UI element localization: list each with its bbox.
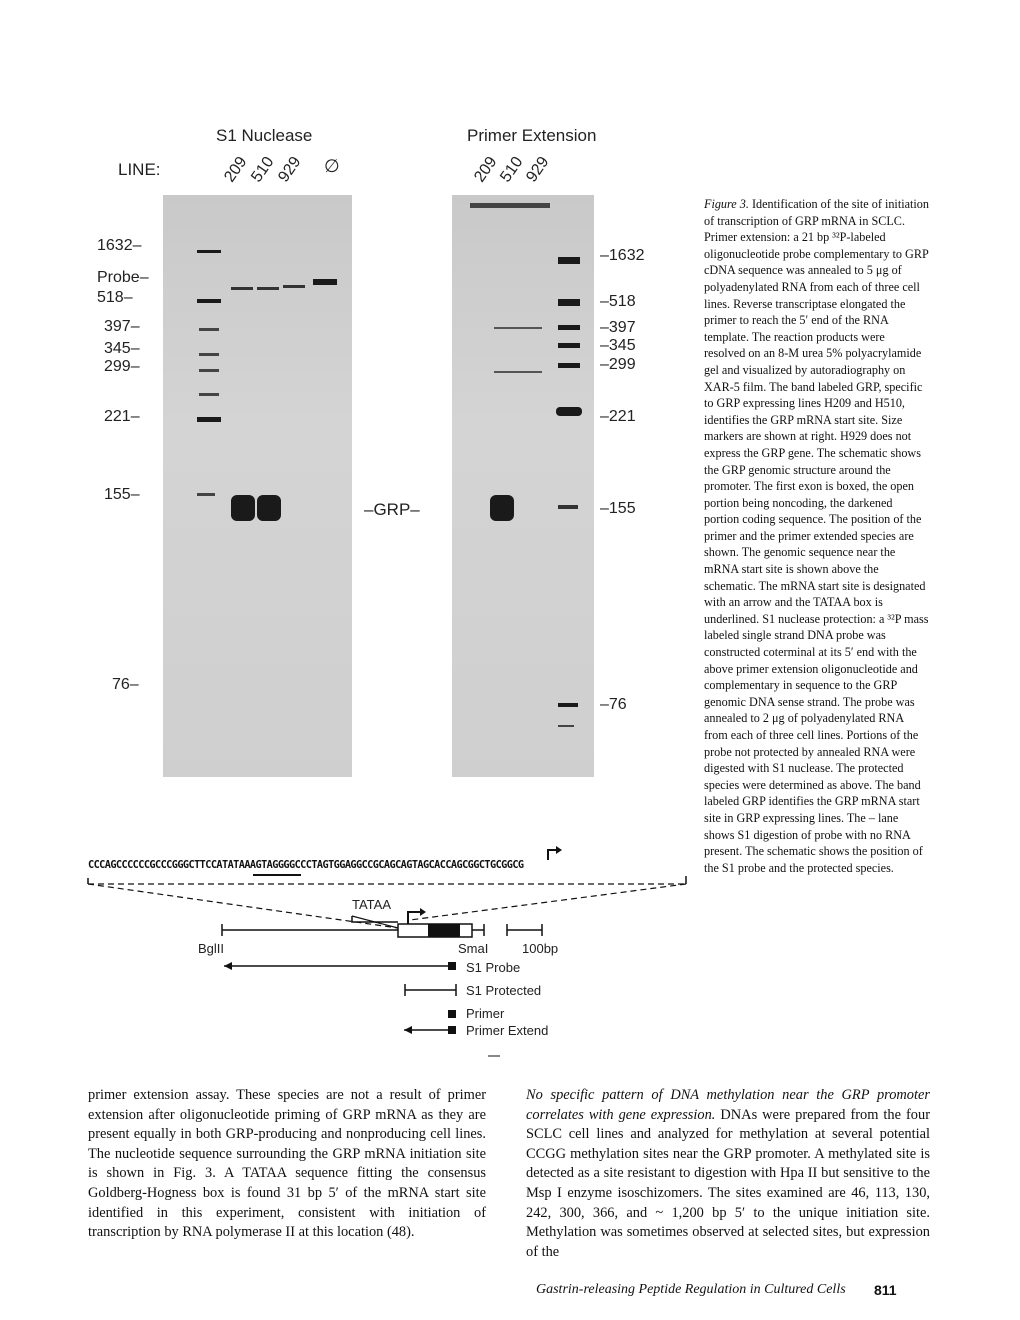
genomic-sequence: CCCAGCCCCCCGCCCGGGCTTCCATATAAAGTAGGGGCCCTAGTGGAGGCCGCAGCAGTAGCACCAGCGGCTGCGGCG — [88, 860, 524, 871]
primer-extension-title: Primer Extension — [467, 126, 597, 145]
s1-nuclease-title: S1 Nuclease — [216, 126, 313, 145]
figure-label: Figure 3. — [704, 197, 749, 211]
figure-caption — [704, 196, 929, 876]
body-left-column: primer extension assay. These species are not a result of primer extension after oligonucleotide priming of GRP mRNA as they are present equally in both GRP-producing and nonproducing cell lines. The nucleotide sequence surrounding the GRP mRNA initiation site is shown in Fig. 3. A TATAA sequence fitting the consensus Goldberg-Hogness box is found 31 bp 5′ of the mRNA start site identified in this experiment, consistent with initiation of transcription by RNA polymerase II at this location (48). — [88, 1087, 486, 1241]
left-marker-345: 345– — [104, 340, 140, 357]
s1-lane-209: 209 — [221, 153, 251, 186]
right-marker-221: –221 — [600, 408, 636, 425]
right-marker-518: –518 — [600, 293, 636, 310]
body-right-column — [526, 1086, 930, 1262]
s1-protected-label: S1 Protected — [466, 983, 542, 998]
left-marker-1632: 1632– — [97, 237, 142, 254]
right-marker-1632: –1632 — [600, 247, 645, 264]
left-marker-probe: Probe– — [97, 269, 149, 286]
primer-lane-929: 929 — [523, 153, 553, 186]
scale-label: 100bp — [522, 941, 559, 956]
primer-label: Primer — [466, 1006, 505, 1021]
start-site-arrow-icon — [548, 850, 556, 860]
left-marker-76: 76– — [112, 676, 139, 693]
left-marker-397: 397– — [104, 318, 140, 335]
left-marker-221: 221– — [104, 408, 140, 425]
caption-text: Identification of the site of initiation of transcription of GRP mRNA in SCLC. Primer extension: a 21 bp ³²P-labeled oligonucleotide probe complementary to GRP cDNA sequence was annealed to 5 μg of polyadenylated RNA from each of three cell lines. Reverse transcriptase elongated the primer to reach the 5′ end of the RNA template. The reaction products were resolved on an 8-M urea 5% polyacrylamide gel and visualized by autoradiography on XAR-5 film. The band labeled GRP, specific to GRP expressing lines H209 and H510, identifies the GRP mRNA start site. Size markers are shown at right. H929 does not express the GRP gene. The schematic shows the GRP genomic structure around the promoter. The first exon is boxed, the open portion being noncoding, the darkened portion coding sequence. The position of the primer and the primer extended species are shown. The genomic sequence near the mRNA start site is shown above the schematic. The mRNA start site is designated with an arrow and the TATAA box is underlined. S1 nuclease protection: a ³²P mass labeled single strand DNA probe was constructed coterminal at its 5′ end with the above primer extension oligonucleotide and complementary in sequence to the GRP genomic DNA sense strand. The probe was annealed to 2 μg of polyadenylated RNA from each of three cell lines. Portions of the probe not protected by annealed RNA were digested with S1 nuclease. The protected species were determined as above. The band labeled GRP identifies the GRP mRNA start site in GRP expressing lines. The – lane shows S1 digestion of probe with no RNA present. The schematic shows the position of the S1 probe and the protected species. — [704, 197, 929, 875]
right-marker-76: –76 — [600, 696, 627, 713]
right-marker-299: –299 — [600, 356, 636, 373]
body-right-text: DNAs were prepared from the four SCLC cell lines and analyzed for methylation at several potential CCGG methylation sites near the GRP promoter. A methylated site is detected as a site resistant to digestion with Hpa II but sensitive to the Msp I enzyme isoschizomers. The sites examined are 46, 113, 130, 242, 300, 366, and ~ 1,200 bp 5′ to the unique initiation site. Methylation was sometimes observed at selected sites, but expression of the — [526, 1106, 930, 1260]
s1-lane-none: ∅ — [324, 156, 340, 176]
tata-label: TATAA — [352, 897, 391, 912]
bglii-label: BglII — [198, 941, 225, 956]
grp-label: –GRP– — [364, 500, 420, 519]
primer-extend-label: Primer Extend — [466, 1023, 549, 1038]
section-heading: No specific pattern of DNA methylation near the GRP promoter correlates with gene expression. — [526, 1087, 930, 1123]
right-marker-155: –155 — [600, 500, 636, 517]
smai-label: SmaI — [458, 941, 489, 956]
left-marker-299: 299– — [104, 358, 140, 375]
s1-lane-510: 510 — [248, 153, 278, 186]
s1-probe-label: S1 Probe — [466, 960, 521, 975]
primer-lane-510: 510 — [497, 153, 527, 186]
page-number: 811 — [874, 1282, 897, 1298]
line-label: LINE: — [118, 160, 161, 179]
s1-lane-929: 929 — [275, 153, 305, 186]
right-marker-345: –345 — [600, 337, 636, 354]
running-title: Gastrin-releasing Peptide Regulation in Cultured Cells — [536, 1282, 846, 1297]
coding-region — [428, 924, 460, 937]
primer-lane-209: 209 — [471, 153, 501, 186]
primer-mark — [448, 1010, 456, 1018]
right-marker-397: –397 — [600, 319, 636, 336]
left-marker-518: 518– — [97, 289, 133, 306]
left-marker-155: 155– — [104, 486, 140, 503]
